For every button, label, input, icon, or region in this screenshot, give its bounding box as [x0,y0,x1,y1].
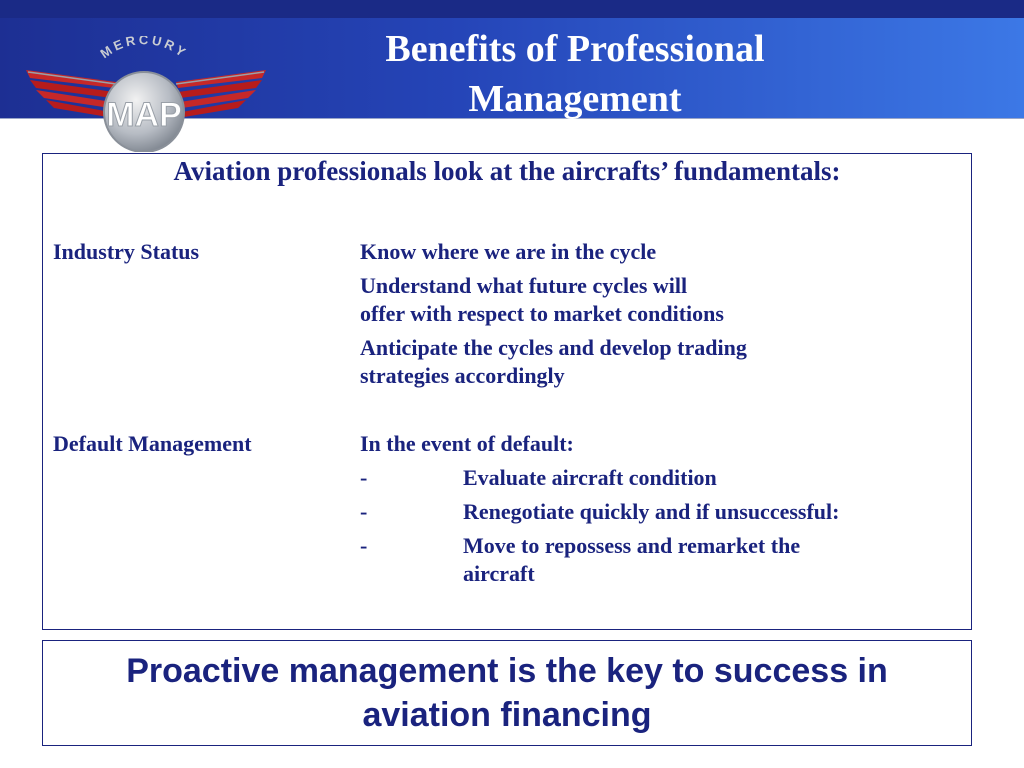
industry-item-1: Know where we are in the cycle [360,239,657,264]
slide-header [0,18,1024,134]
section-label-default-management: Default Management [53,431,252,456]
fundamentals-panel [42,153,972,630]
default-item-3: Move to repossess and remarket the aircraft [463,533,801,586]
logo-badge-text: MAP [106,96,182,134]
key-message-panel [42,640,972,746]
default-bullet-2: - [360,499,368,524]
mercury-map-logo [16,36,276,152]
panel-intro: Aviation professionals look at the aircrafts’ fundamentals: [173,156,841,186]
section-label-industry-status: Industry Status [53,239,200,264]
industry-item-3: Anticipate the cycles and develop trading strategies accordingly [360,335,747,388]
default-bullet-1: - [360,465,368,490]
default-item-1: Evaluate aircraft condition [463,465,717,490]
default-intro: In the event of default: [360,431,574,456]
logo-arc-text: MERCURY [97,36,191,62]
default-bullet-3: - [360,533,368,558]
right-wing-icon [176,70,266,117]
header-top-band [0,0,1024,18]
key-message-text: Proactive management is the key to success in aviation financing [126,652,888,734]
left-wing-icon [26,70,116,117]
slide-title: Benefits of Professional Management [385,28,765,120]
default-item-2: Renegotiate quickly and if unsuccessful: [463,499,840,524]
industry-item-2: Understand what future cycles will offer with respect to market conditions [360,273,724,326]
